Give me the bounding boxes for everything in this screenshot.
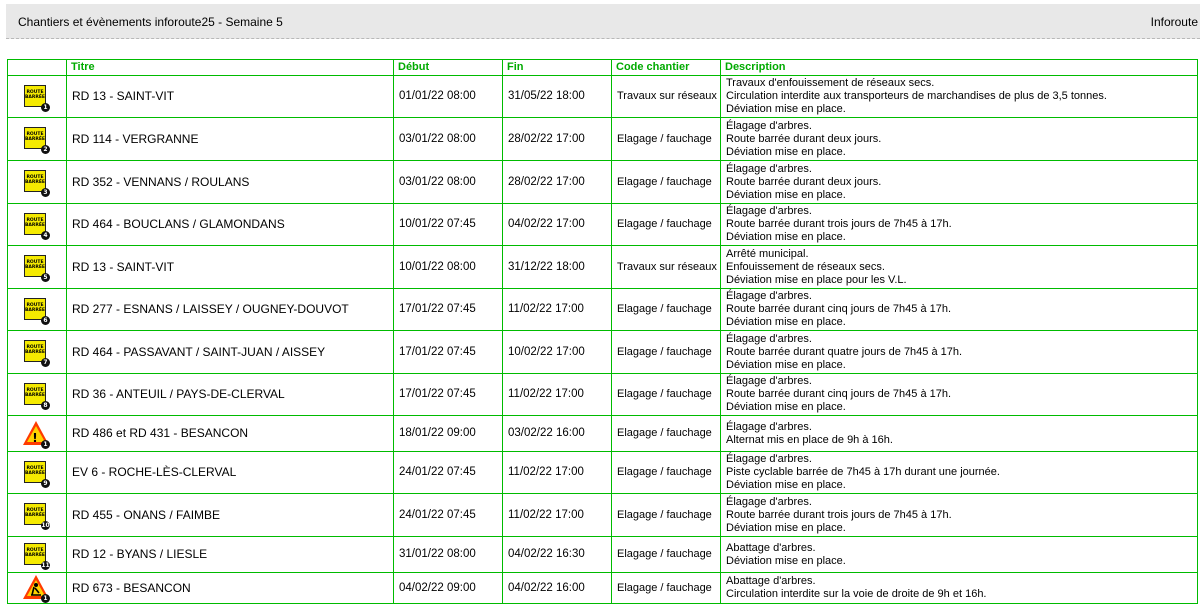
row-icon-cell <box>8 289 67 331</box>
row-description <box>721 452 1198 494</box>
description-line: Élagage d'arbres. <box>726 453 812 465</box>
row-debut: 03/01/22 08:00 <box>394 161 503 204</box>
row-icon-cell <box>8 494 67 537</box>
col-header-code[interactable]: Code chantier <box>612 60 721 76</box>
description-line: Abattage d'arbres. <box>726 541 816 554</box>
table-row[interactable] <box>8 76 1198 118</box>
sign-text-line: BARRÉE <box>25 552 45 558</box>
row-titre: RD 486 et RD 431 - BESANCON <box>67 416 394 452</box>
row-debut: 04/02/22 09:00 <box>394 573 503 604</box>
table-row[interactable] <box>8 161 1198 204</box>
table-row[interactable] <box>8 374 1198 416</box>
description-line: Déviation mise en place. <box>726 188 846 201</box>
row-description <box>721 161 1198 204</box>
table-row[interactable] <box>8 494 1198 537</box>
description-line: Déviation mise en place. <box>726 103 846 115</box>
description-line: Élagage d'arbres. <box>726 119 812 132</box>
row-titre: RD 13 - SAINT-VIT <box>67 76 394 118</box>
icon-number-badge: 7 <box>41 358 50 367</box>
route-barree-sign-icon <box>22 167 52 197</box>
row-icon-cell <box>8 331 67 374</box>
table-header-row <box>8 60 1198 76</box>
route-barree-sign-icon <box>22 82 52 112</box>
description-line: Route barrée durant cinq jours de 7h45 à 17h. <box>726 303 952 315</box>
sign-text-line: ROUTE <box>26 89 44 95</box>
description-line: Élagage d'arbres. <box>726 420 812 433</box>
table-row[interactable] <box>8 452 1198 494</box>
row-titre: RD 455 - ONANS / FAIMBE <box>67 494 394 537</box>
icon-number-badge: 1 <box>41 440 50 449</box>
row-description <box>721 416 1198 452</box>
description-line: Circulation interdite sur la voie de droite de 9h et 16h. <box>726 588 987 600</box>
description-line: Route barrée durant cinq jours de 7h45 à 17h. <box>726 388 952 400</box>
row-icon-cell <box>8 118 67 161</box>
icon-number-badge: 3 <box>41 188 50 197</box>
description-line: Enfouissement de réseaux secs. <box>726 260 885 273</box>
sign-text-line: ROUTE <box>26 345 44 350</box>
sign-text-line: ROUTE <box>26 387 44 393</box>
row-code-chantier: Elagage / fauchage <box>612 331 721 374</box>
row-debut: 17/01/22 07:45 <box>394 374 503 416</box>
description-line: Route barrée durant quatre jours de 7h45 à 17h. <box>726 345 963 358</box>
row-icon-cell <box>8 76 67 118</box>
sign-text-line: ROUTE <box>26 547 44 553</box>
table-row[interactable] <box>8 118 1198 161</box>
table-row[interactable] <box>8 204 1198 246</box>
description-line: Piste cyclable barrée de 7h45 à 17h durant une journée. <box>726 466 1000 478</box>
description-line: Abattage d'arbres. <box>726 575 816 587</box>
description-line: Déviation mise en place. <box>726 401 846 413</box>
icon-number-badge: 6 <box>41 316 50 325</box>
row-fin: 04/02/22 17:00 <box>503 204 612 246</box>
svg-text:!: ! <box>32 430 38 445</box>
row-icon-cell <box>8 204 67 246</box>
row-debut: 24/01/22 07:45 <box>394 452 503 494</box>
sign-text-line: BARRÉE <box>25 513 45 518</box>
route-barree-sign-icon <box>22 210 52 240</box>
description-line: Déviation mise en place pour les V.L. <box>726 273 907 286</box>
table-row[interactable] <box>8 537 1198 573</box>
sign-text-line: BARRÉE <box>25 470 45 476</box>
row-icon-cell <box>8 161 67 204</box>
row-icon-cell <box>8 246 67 289</box>
row-fin: 28/02/22 17:00 <box>503 118 612 161</box>
row-fin: 03/02/22 16:00 <box>503 416 612 452</box>
route-barree-sign-icon <box>22 337 52 367</box>
row-debut: 10/01/22 08:00 <box>394 246 503 289</box>
description-line: Élagage d'arbres. <box>726 162 812 175</box>
sign-text-line: ROUTE <box>26 508 44 513</box>
chantiers-table <box>7 59 1198 604</box>
row-code-chantier: Travaux sur réseaux <box>612 246 721 289</box>
icon-number-badge: 8 <box>41 401 50 410</box>
row-fin: 28/02/22 17:00 <box>503 161 612 204</box>
row-titre: RD 13 - SAINT-VIT <box>67 246 394 289</box>
description-line: Déviation mise en place. <box>726 479 846 491</box>
row-debut: 17/01/22 07:45 <box>394 331 503 374</box>
col-header-titre[interactable]: Titre <box>67 60 394 76</box>
row-debut: 18/01/22 09:00 <box>394 416 503 452</box>
description-line: Arrêté municipal. <box>726 247 809 260</box>
icon-number-badge: 4 <box>41 231 50 240</box>
description-line: Élagage d'arbres. <box>726 290 812 302</box>
row-description <box>721 289 1198 331</box>
row-fin: 11/02/22 17:00 <box>503 452 612 494</box>
row-code-chantier: Elagage / fauchage <box>612 452 721 494</box>
row-description <box>721 374 1198 416</box>
description-line: Déviation mise en place. <box>726 521 846 534</box>
description-line: Route barrée durant trois jours de 7h45 à 17h. <box>726 508 952 521</box>
sign-text-line: BARRÉE <box>25 222 45 228</box>
description-line: Déviation mise en place. <box>726 554 846 567</box>
description-line: Déviation mise en place. <box>726 231 846 243</box>
row-titre: RD 464 - PASSAVANT / SAINT-JUAN / AISSEY <box>67 331 394 374</box>
route-barree-sign-icon <box>22 500 52 530</box>
row-titre: RD 352 - VENNANS / ROULANS <box>67 161 394 204</box>
row-titre: RD 277 - ESNANS / LAISSEY / OUGNEY-DOUVOT <box>67 289 394 331</box>
row-description <box>721 331 1198 374</box>
row-code-chantier: Travaux sur réseaux <box>612 76 721 118</box>
sign-text-line: ROUTE <box>26 302 44 308</box>
row-code-chantier: Elagage / fauchage <box>612 537 721 573</box>
row-code-chantier: Elagage / fauchage <box>612 118 721 161</box>
row-icon-cell <box>8 416 67 452</box>
row-code-chantier: Elagage / fauchage <box>612 416 721 452</box>
description-line: Route barrée durant deux jours. <box>726 175 882 188</box>
page-header <box>6 4 1200 39</box>
icon-number-badge: 1 <box>41 103 50 112</box>
sign-text-line: ROUTE <box>26 217 44 223</box>
row-debut: 31/01/22 08:00 <box>394 537 503 573</box>
row-code-chantier: Elagage / fauchage <box>612 494 721 537</box>
row-code-chantier: Elagage / fauchage <box>612 204 721 246</box>
row-description <box>721 204 1198 246</box>
row-fin: 31/05/22 18:00 <box>503 76 612 118</box>
description-line: Élagage d'arbres. <box>726 205 812 217</box>
route-barree-sign-icon <box>22 380 52 410</box>
warning-triangle-icon <box>22 419 52 449</box>
sign-text-line: ROUTE <box>26 132 44 137</box>
row-fin: 04/02/22 16:00 <box>503 573 612 604</box>
row-debut: 03/01/22 08:00 <box>394 118 503 161</box>
row-fin: 11/02/22 17:00 <box>503 374 612 416</box>
row-code-chantier: Elagage / fauchage <box>612 289 721 331</box>
row-titre: RD 114 - VERGRANNE <box>67 118 394 161</box>
sign-text-line: ROUTE <box>26 175 44 180</box>
table-row[interactable] <box>8 331 1198 374</box>
table-row[interactable] <box>8 416 1198 452</box>
description-line: Déviation mise en place. <box>726 316 846 328</box>
description-line: Route barrée durant deux jours. <box>726 132 882 145</box>
description-line: Circulation interdite aux transporteurs de marchandises de plus de 3,5 tonnes. <box>726 90 1107 102</box>
sign-text-line: BARRÉE <box>25 180 45 185</box>
row-icon-cell <box>8 452 67 494</box>
row-fin: 04/02/22 16:30 <box>503 537 612 573</box>
sign-text-line: BARRÉE <box>25 137 45 142</box>
row-icon-cell <box>8 573 67 604</box>
row-code-chantier: Elagage / fauchage <box>612 573 721 604</box>
icon-number-badge: 9 <box>41 479 50 488</box>
row-titre: RD 673 - BESANCON <box>67 573 394 604</box>
icon-number-badge: 5 <box>41 273 50 282</box>
col-header-description[interactable]: Description <box>721 60 1198 76</box>
row-fin: 11/02/22 17:00 <box>503 289 612 331</box>
table-row[interactable] <box>8 246 1198 289</box>
row-fin: 31/12/22 18:00 <box>503 246 612 289</box>
roadworks-triangle-icon <box>22 573 52 603</box>
description-line: Travaux d'enfouissement de réseaux secs. <box>726 77 935 89</box>
route-barree-sign-icon <box>22 252 52 282</box>
description-line: Déviation mise en place. <box>726 358 846 371</box>
row-fin: 11/02/22 17:00 <box>503 494 612 537</box>
route-barree-sign-icon <box>22 295 52 325</box>
row-titre: RD 12 - BYANS / LIESLE <box>67 537 394 573</box>
table-row[interactable] <box>8 573 1198 604</box>
sign-text-line: BARRÉE <box>25 307 45 313</box>
row-code-chantier: Elagage / fauchage <box>612 161 721 204</box>
row-icon-cell <box>8 374 67 416</box>
row-icon-cell <box>8 537 67 573</box>
icon-number-badge: 11 <box>41 561 50 569</box>
description-line: Élagage d'arbres. <box>726 332 812 345</box>
description-line: Alternat mis en place de 9h à 16h. <box>726 433 893 446</box>
icon-number-badge: 10 <box>41 522 50 529</box>
sign-text-line: BARRÉE <box>25 350 45 355</box>
description-line: Route barrée durant trois jours de 7h45 à 17h. <box>726 218 952 230</box>
sign-text-line: BARRÉE <box>25 94 45 100</box>
sign-text-line: BARRÉE <box>25 392 45 398</box>
row-description <box>721 537 1198 573</box>
description-line: Élagage d'arbres. <box>726 495 812 508</box>
row-description <box>721 118 1198 161</box>
header-right-label: Inforoute <box>1150 15 1198 29</box>
row-titre: EV 6 - ROCHE-LÈS-CLERVAL <box>67 452 394 494</box>
sign-text-line: ROUTE <box>26 260 44 265</box>
icon-number-badge: 1 <box>41 594 50 603</box>
description-line: Élagage d'arbres. <box>726 375 812 387</box>
sign-text-line: BARRÉE <box>25 265 45 270</box>
row-titre: RD 36 - ANTEUIL / PAYS-DE-CLERVAL <box>67 374 394 416</box>
row-debut: 24/01/22 07:45 <box>394 494 503 537</box>
row-debut: 10/01/22 07:45 <box>394 204 503 246</box>
row-titre: RD 464 - BOUCLANS / GLAMONDANS <box>67 204 394 246</box>
row-debut: 01/01/22 08:00 <box>394 76 503 118</box>
col-header-fin[interactable]: Fin <box>503 60 612 76</box>
row-code-chantier: Elagage / fauchage <box>612 374 721 416</box>
col-header-debut[interactable]: Début <box>394 60 503 76</box>
row-description <box>721 494 1198 537</box>
page-title: Chantiers et évènements inforoute25 - Semaine 5 <box>18 15 283 29</box>
sign-text-line: ROUTE <box>26 465 44 471</box>
route-barree-sign-icon <box>22 124 52 154</box>
row-fin: 10/02/22 17:00 <box>503 331 612 374</box>
row-debut: 17/01/22 07:45 <box>394 289 503 331</box>
table-row[interactable] <box>8 289 1198 331</box>
row-description <box>721 246 1198 289</box>
row-description <box>721 573 1198 604</box>
route-barree-sign-icon <box>22 458 52 488</box>
description-line: Déviation mise en place. <box>726 145 846 158</box>
row-description <box>721 76 1198 118</box>
icon-number-badge: 2 <box>41 145 50 154</box>
col-header-icon <box>8 60 67 76</box>
route-barree-sign-icon <box>22 540 52 570</box>
